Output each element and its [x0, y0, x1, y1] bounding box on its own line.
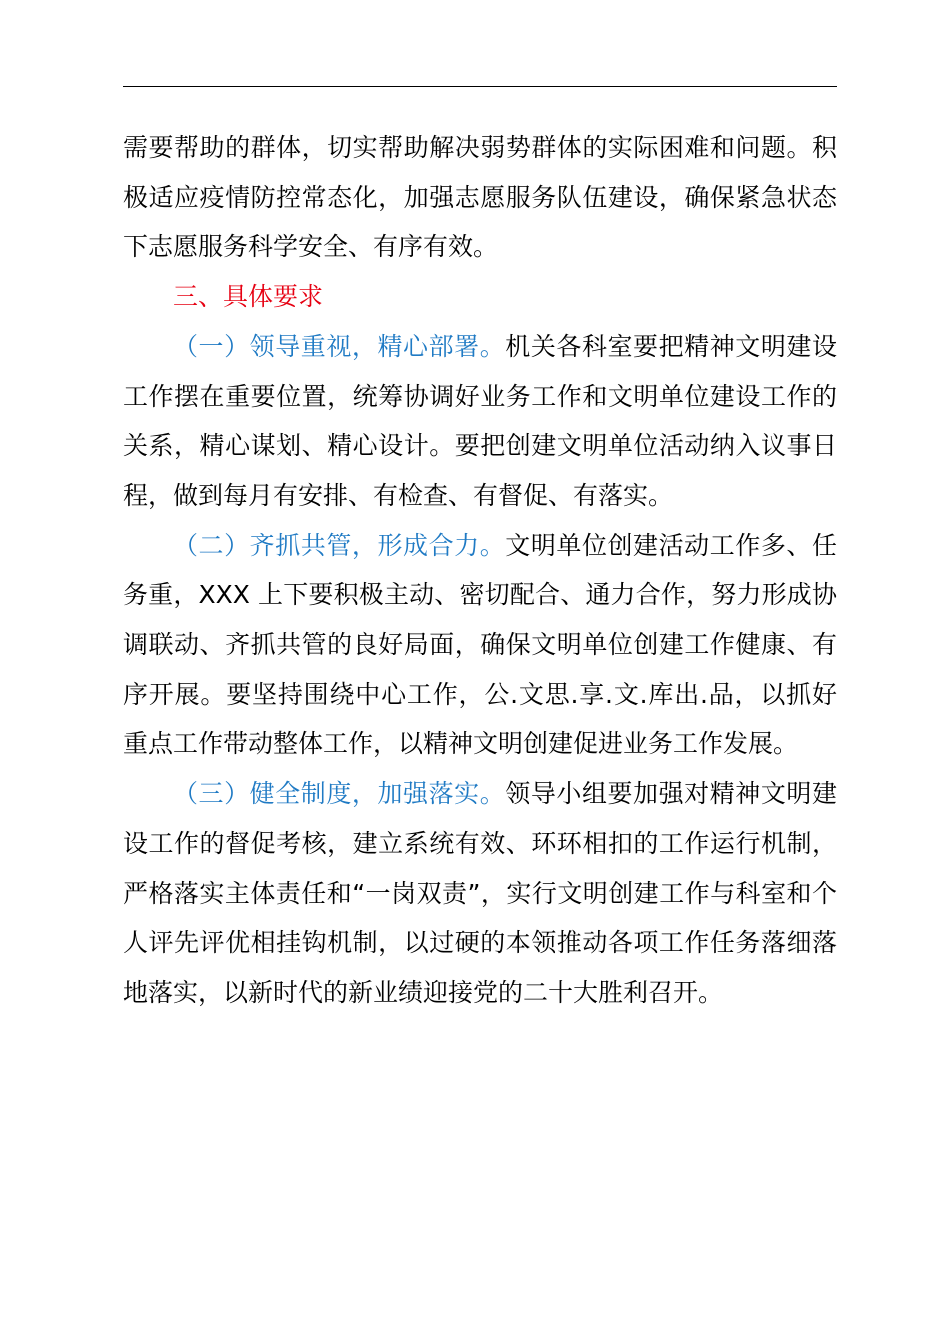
requirement-body-3: 领导小组要加强对精神文明建设工作的督促考核，建立系统有效、环环相扣的工作运行机制，严格落实主体责任和“一岗双责”，实行文明创建工作与科室和个人评先评优相挂钩机制，以过硬的本领推动各项工作任务落细落地落实，以新时代的新业绩迎接党的二十大胜利召开。	[123, 779, 837, 1007]
requirement-item-1	[123, 322, 837, 521]
requirement-title-3: （三）健全制度，加强落实。	[173, 779, 506, 809]
requirement-title-2: （二）齐抓共管，形成合力。	[173, 530, 506, 560]
section-heading: 三、具体要求	[173, 282, 324, 312]
requirement-item-3	[123, 769, 837, 1018]
document-body	[123, 123, 837, 1018]
requirement-body-1: 机关各科室要把精神文明建设工作摆在重要位置，统筹协调好业务工作和文明单位建设工作的关系，精心谋划、精心设计。要把创建文明单位活动纳入议事日程，做到每月有安排、有检查、有督促、有落实。	[123, 331, 837, 510]
requirement-title-1: （一）领导重视，精心部署。	[173, 331, 506, 361]
requirement-item-2	[123, 521, 837, 770]
continuation-paragraph: 需要帮助的群体，切实帮助解决弱势群体的实际困难和问题。积极适应疫情防控常态化，加强志愿服务队伍建设，确保紧急状态下志愿服务科学安全、有序有效。	[123, 133, 837, 262]
header-rule	[123, 86, 837, 87]
requirement-body-2: 文明单位创建活动工作多、任务重，XXX 上下要积极主动、密切配合、通力合作，努力形成协调联动、齐抓共管的良好局面，确保文明单位创建工作健康、有序开展。要坚持围绕中心工作，公.文思.享.文.库出.品，以抓好重点工作带动整体工作，以精神文明创建促进业务工作发展。	[123, 530, 837, 759]
